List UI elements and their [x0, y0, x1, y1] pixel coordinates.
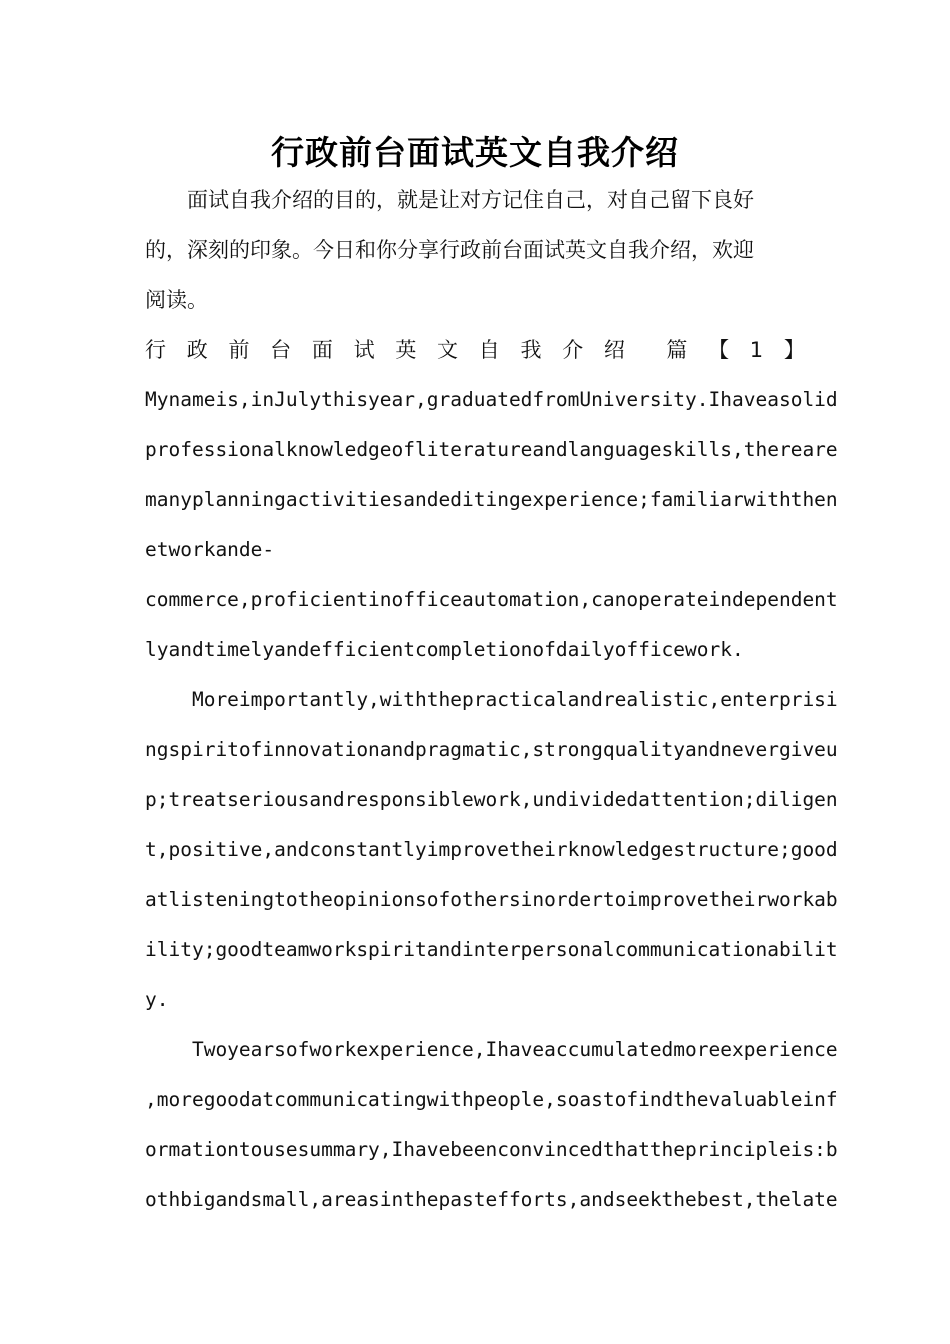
section-heading — [145, 325, 805, 375]
body-line: ,moregoodatcommunicatingwithpeople,soastofindthevaluableinf — [145, 1088, 838, 1111]
body-line: y. — [145, 988, 169, 1011]
section-heading-char: 介 — [562, 338, 584, 362]
body-line: etworkande- — [145, 538, 275, 561]
section-heading-char: 绍 — [603, 338, 625, 362]
section-heading-char: 【 — [708, 338, 730, 362]
section-heading-char: 我 — [520, 338, 542, 362]
section-heading-char: 面 — [311, 338, 333, 362]
section-heading-char: 文 — [437, 338, 459, 362]
body-line: commerce,proficientinofficeautomation,canoperateindependent — [145, 588, 838, 611]
section-heading-char: 篇 — [666, 338, 688, 362]
intro-line: 的，深刻的印象。今日和你分享行政前台面试英文自我介绍，欢迎 — [145, 238, 754, 262]
body-line: ility;goodteamworkspiritandinterpersonalcommunicationabilit — [145, 938, 838, 961]
section-heading-char: 政 — [186, 338, 208, 362]
body-line: Moreimportantly,withthepracticalandrealistic,enterprisi — [145, 688, 838, 711]
section-heading-char: 台 — [270, 338, 292, 362]
body-line: manyplanningactivitiesandeditingexperience;familiarwiththen — [145, 488, 838, 511]
section-heading-char: 行 — [145, 338, 166, 362]
section-heading-char: 1 — [749, 338, 764, 362]
intro-line: 阅读。 — [145, 288, 208, 312]
body-line: Mynameis,inJulythisyear,graduatedfromUniversity.Ihaveasolid — [145, 388, 838, 411]
body-line: Twoyearsofworkexperience,Ihaveaccumulatedmoreexperience — [145, 1038, 838, 1061]
section-heading-char: 】 — [783, 338, 805, 362]
body-line: ormationtousesummary,Ihavebeenconvincedthattheprincipleis:b — [145, 1138, 838, 1161]
body-line: professionalknowledgeofliteratureandlanguageskills,thereare — [145, 438, 838, 461]
body-line: othbigandsmall,areasinthepastefforts,andseekthebest,thelate — [145, 1188, 838, 1211]
section-heading-char: 英 — [395, 338, 417, 362]
body-line: atlisteningtotheopinionsofothersinordertoimprovetheirworkab — [145, 888, 838, 911]
document-title: 行政前台面试英文自我介绍 — [271, 133, 679, 172]
section-heading-char: 试 — [353, 338, 375, 362]
body-line: lyandtimelyandefficientcompletionofdailyofficework. — [145, 638, 744, 661]
intro-line: 面试自我介绍的目的，就是让对方记住自己，对自己留下良好 — [145, 188, 754, 212]
section-heading-char: 自 — [478, 338, 500, 362]
body-line: t,positive,andconstantlyimprovetheirknowledgestructure;good — [145, 838, 838, 861]
section-heading-char: 前 — [228, 338, 250, 362]
body-line: ngspiritofinnovationandpragmatic,strongqualityandnevergiveu — [145, 738, 838, 761]
body-line: p;treatseriousandresponsiblework,undividedattention;diligen — [145, 788, 838, 811]
